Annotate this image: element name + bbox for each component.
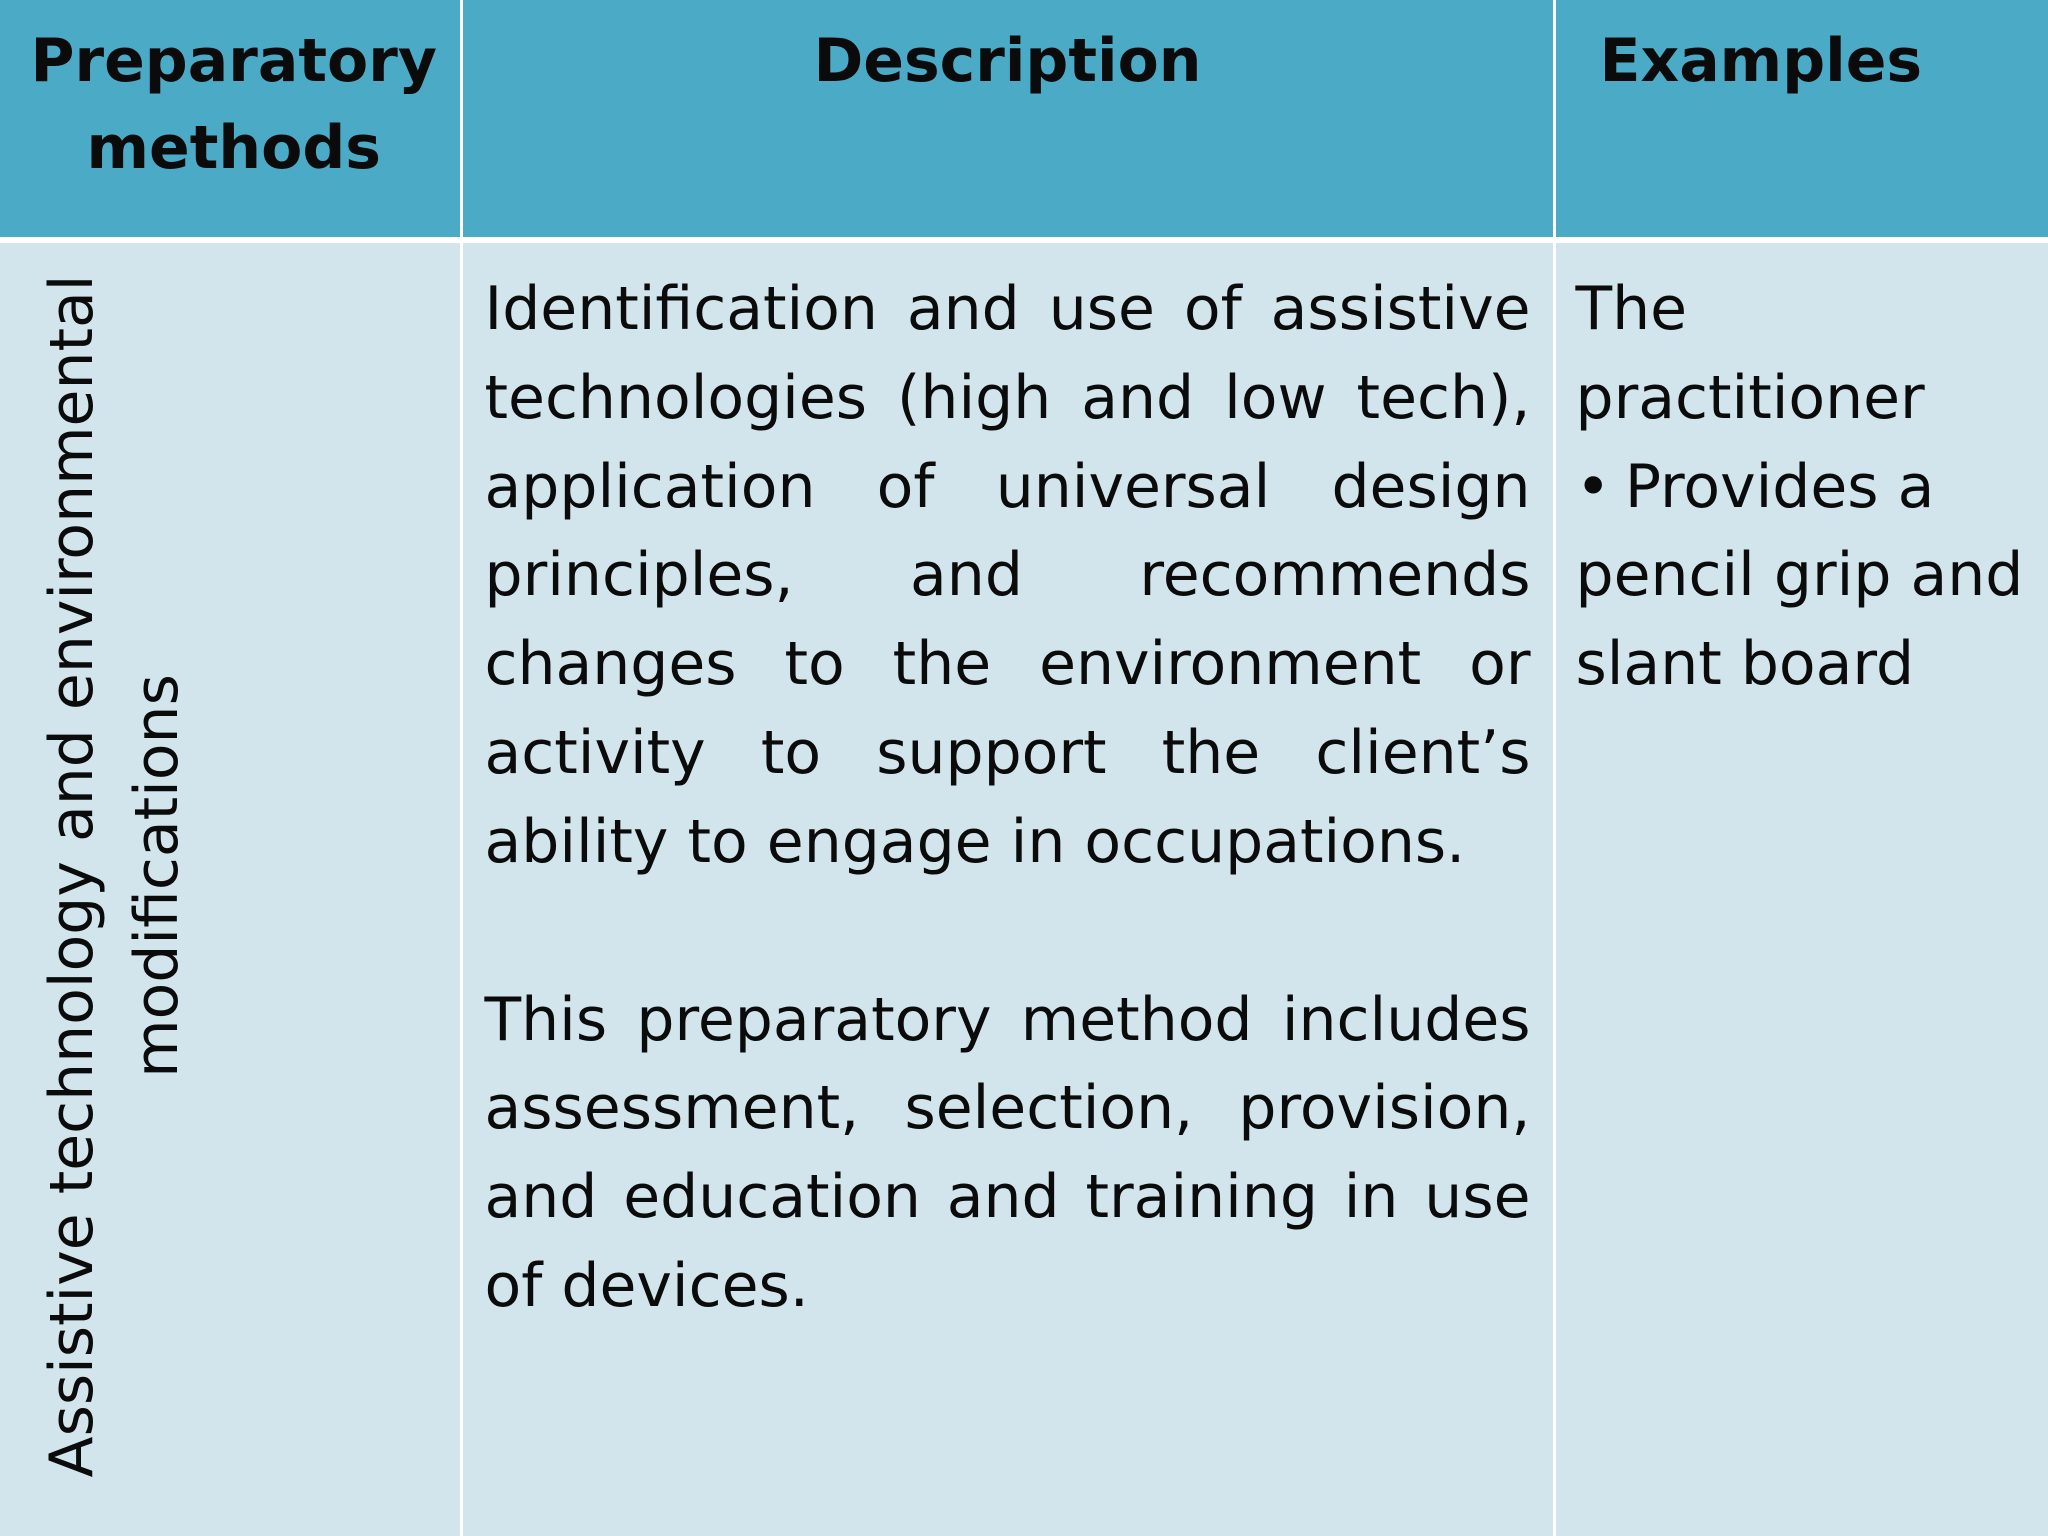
header-description: Description [461, 0, 1554, 240]
example-bullet-item [1576, 443, 2039, 709]
header-examples: Examples [1554, 0, 2048, 240]
description-paragraph-2: This preparatory method includes assessment, selection, provision, and education and training in use of devices. [484, 984, 1531, 1321]
example-bullet-text: Provides a pencil grip and slant board [1575, 451, 2024, 700]
bullet-icon: • [1575, 451, 1611, 522]
header-preparatory-methods: Preparatory methods [0, 0, 461, 240]
method-rotated-wrapper [30, 266, 200, 1486]
examples-cell [1554, 240, 2048, 1536]
table-row [0, 240, 2048, 1536]
method-label: Assistive technology and environmental modifications [37, 274, 193, 1478]
description-cell [461, 240, 1554, 1536]
example-intro: The practitioner [1575, 274, 1925, 433]
description-paragraph-1: Identification and use of assistive technologies (high and low tech), application of universal design principles, and recommends changes to the environment or activity to support the client’s ability to engage in occupations. [484, 274, 1531, 877]
header-row [0, 0, 2048, 240]
method-cell [0, 240, 461, 1536]
